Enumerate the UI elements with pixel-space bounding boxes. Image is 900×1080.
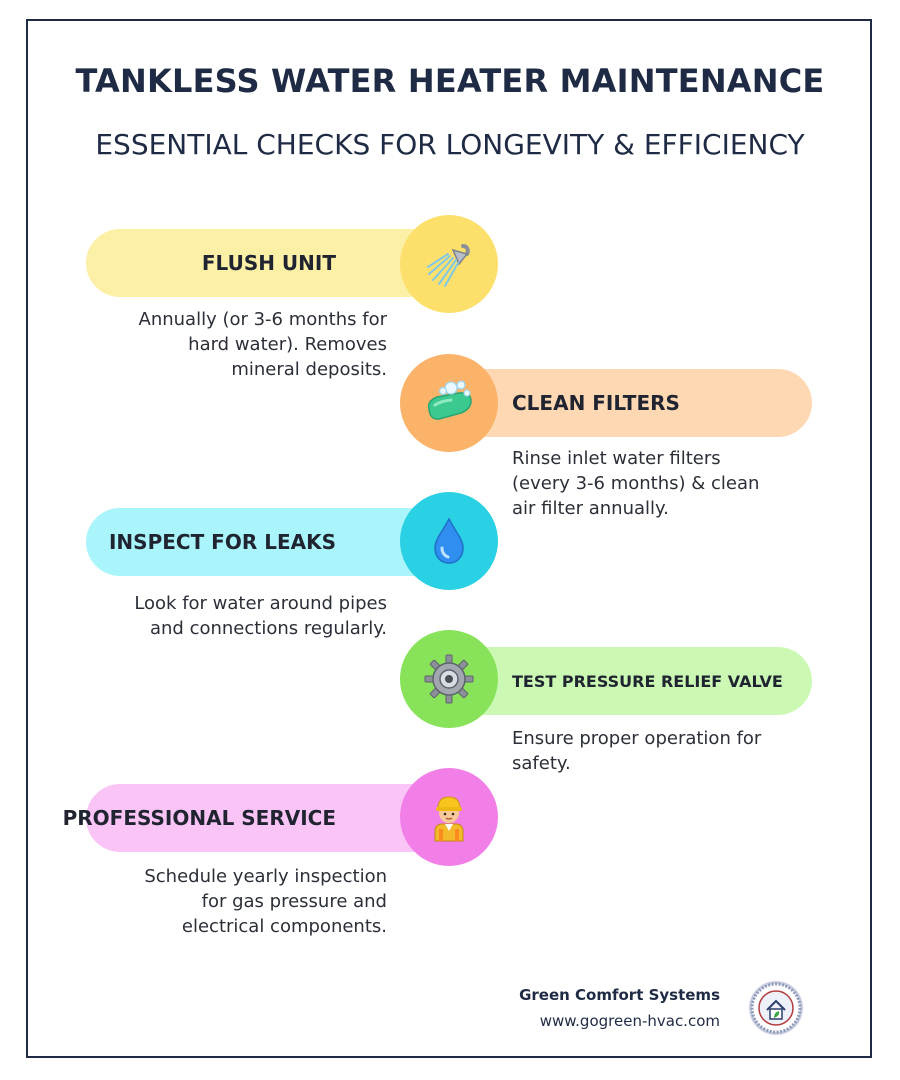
step-pressure-valve-label: TEST PRESSURE RELIEF VALVE	[512, 671, 783, 691]
page-subtitle: ESSENTIAL CHECKS FOR LONGEVITY & EFFICIENCY	[95, 128, 805, 161]
company-logo-icon	[748, 980, 804, 1036]
shower-icon	[423, 238, 475, 290]
construction-worker-icon	[425, 791, 473, 843]
page-title: TANKLESS WATER HEATER MAINTENANCE	[75, 62, 825, 100]
step-inspect-leaks-pill	[86, 508, 446, 576]
step-flush-unit-label: FLUSH UNIT	[201, 251, 336, 275]
description-line: (every 3-6 months) & clean	[512, 473, 760, 494]
step-clean-filters-pill	[450, 369, 812, 437]
description-line: Rinse inlet water filters	[512, 448, 721, 469]
description-line: hard water). Removes	[188, 334, 387, 355]
description-line: Ensure proper operation for	[512, 728, 762, 749]
water-drop-icon	[429, 517, 469, 565]
step-professional-service-circle	[400, 768, 498, 866]
step-flush-unit-circle	[400, 215, 498, 313]
step-clean-filters-circle	[400, 354, 498, 452]
description-line: Look for water around pipes	[134, 593, 387, 614]
step-flush-unit-description	[97, 307, 387, 382]
company-url[interactable]: www.gogreen-hvac.com	[539, 1012, 720, 1030]
company-name: Green Comfort Systems	[519, 986, 720, 1004]
description-line: air filter annually.	[512, 498, 669, 519]
description-line: electrical components.	[181, 916, 387, 937]
step-professional-service-pill	[62, 784, 446, 852]
description-line: mineral deposits.	[231, 359, 387, 380]
step-inspect-leaks-label: INSPECT FOR LEAKS	[108, 530, 336, 554]
description-line: for gas pressure and	[201, 891, 387, 912]
description-line: and connections regularly.	[149, 618, 387, 639]
step-inspect-leaks-circle	[400, 492, 498, 590]
step-pressure-valve-pill	[450, 647, 812, 715]
description-line: safety.	[512, 753, 571, 774]
step-clean-filters-description	[512, 446, 802, 521]
step-inspect-leaks-description	[97, 591, 387, 641]
description-line: Annually (or 3-6 months for	[138, 309, 387, 330]
gear-icon	[423, 653, 475, 705]
description-line: Schedule yearly inspection	[144, 866, 387, 887]
step-flush-unit-pill	[86, 229, 446, 297]
step-clean-filters-label: CLEAN FILTERS	[512, 391, 680, 415]
step-pressure-valve-description	[512, 726, 802, 776]
step-pressure-valve-circle	[400, 630, 498, 728]
soap-icon	[421, 375, 477, 431]
step-professional-service-description	[97, 864, 387, 939]
step-professional-service-label: PROFESSIONAL SERVICE	[62, 806, 336, 830]
